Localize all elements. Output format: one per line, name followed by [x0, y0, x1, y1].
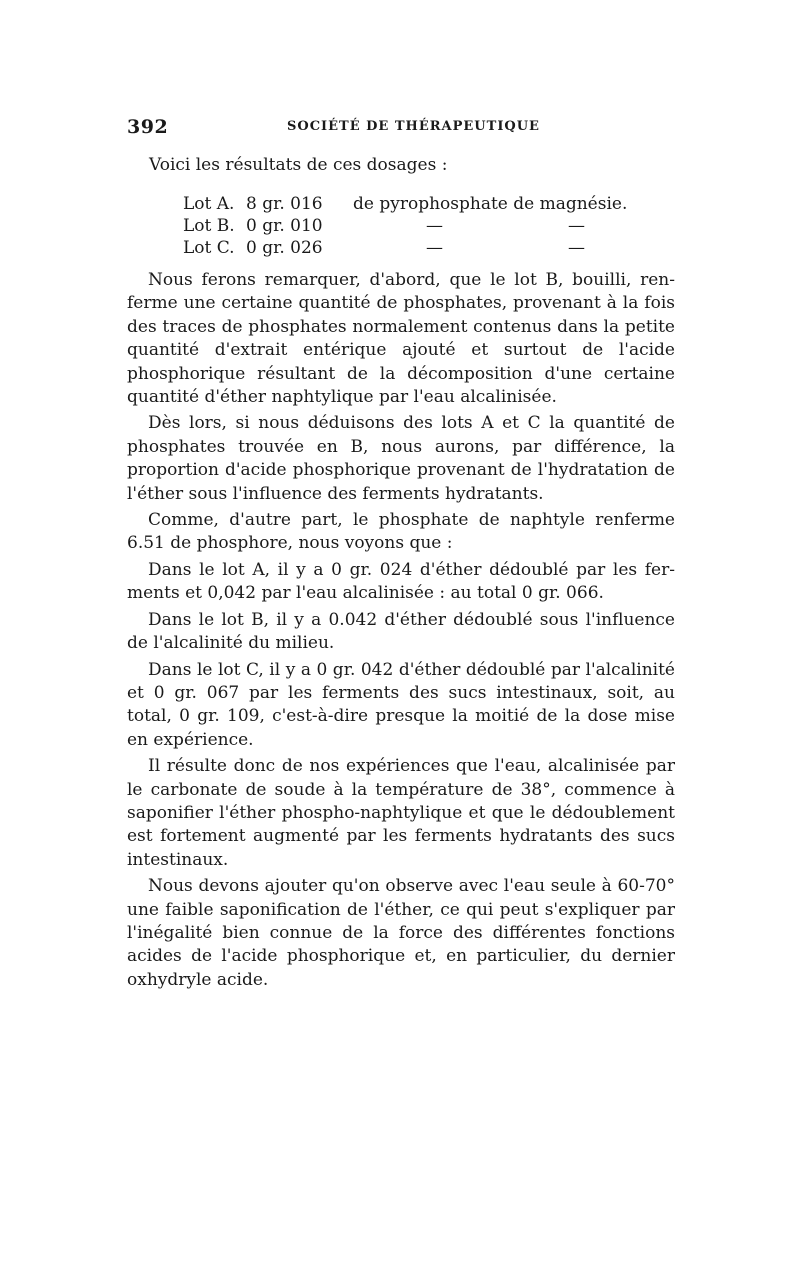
lot-label: Lot A.	[183, 194, 235, 214]
lot-value: 0 gr. 026	[246, 238, 323, 258]
paragraph: Comme, d'autre part, le phosphate de naphtyle renferme 6.51 de phosphore, nous voyons que :	[127, 510, 675, 554]
paragraph: Dans le lot C, il y a 0 gr. 042 d'éther dédoublé par l'alcalinité et 0 gr. 067 par les ferments des sucs intestinaux, soit, au total, 0 gr. 109, c'est-à-dire presque la moitié de la dose mise en expérience.	[127, 659, 675, 750]
paragraph: Dans le lot A, il y a 0 gr. 024 d'éther dédoublé par les ferments et 0,042 par l'eau alcalinisée : au total 0 gr. 066.	[127, 559, 675, 604]
paragraph: Dans le lot B, il y a 0.042 d'éther dédoublé sous l'influence de l'alcalinité du milieu.	[127, 609, 675, 654]
ditto-mark: —	[426, 216, 443, 236]
paragraph: Nous devons ajouter qu'on observe avec l'eau seule à 60-70° une faible saponification de l'éther, ce qui peut s'expliquer par l'inégalité bien connue de la force des différentes fonctions acides de l'acide phosphorique et, en particulier, du dernier oxhydryle acide.	[127, 876, 675, 990]
ditto-mark: —	[426, 238, 443, 258]
paragraph: Il résulte donc de nos expériences que l'eau, alcalinisée par le carbonate de soude à la température de 38°, commence à saponifier l'éther phospho-naphtylique et que le dédoublement est fortement augmenté par les ferments hydratants des sucs intestinaux.	[127, 756, 675, 870]
lot-label: Lot B.	[183, 216, 235, 236]
running-head: SOCIÉTÉ DE THÉRAPEUTIQUE	[287, 119, 540, 134]
ditto-mark: —	[568, 238, 585, 258]
lot-value: 0 gr. 010	[246, 216, 323, 236]
page-number: 392	[127, 116, 169, 138]
intro-line: Voici les résultats de ces dosages :	[149, 155, 448, 175]
substance-label: de pyrophosphate de magnésie.	[353, 194, 628, 214]
lot-label: Lot C.	[183, 238, 235, 258]
body-text	[127, 269, 675, 992]
page-header	[127, 116, 675, 140]
ditto-mark: —	[568, 216, 585, 236]
lot-value: 8 gr. 016	[246, 194, 323, 214]
paragraph: Dès lors, si nous déduisons des lots A et C la quantité de phosphates trouvée en B, nous aurons, par différence, la proportion d'acide phosphorique provenant de l'hydratation de l'éther sous l'influence des ferments hydratants.	[127, 413, 675, 504]
paragraph: Nous ferons remarquer, d'abord, que le lot B, bouilli, renferme une certaine quantité de phosphates, provenant à la fois des traces de phosphates normalement contenus dans la petite quantité d'extrait entérique ajouté et surtout de l'acide phosphorique résultant de la décomposition d'une certaine quantité d'éther naphtylique par l'eau alcalinisée.	[127, 270, 675, 408]
